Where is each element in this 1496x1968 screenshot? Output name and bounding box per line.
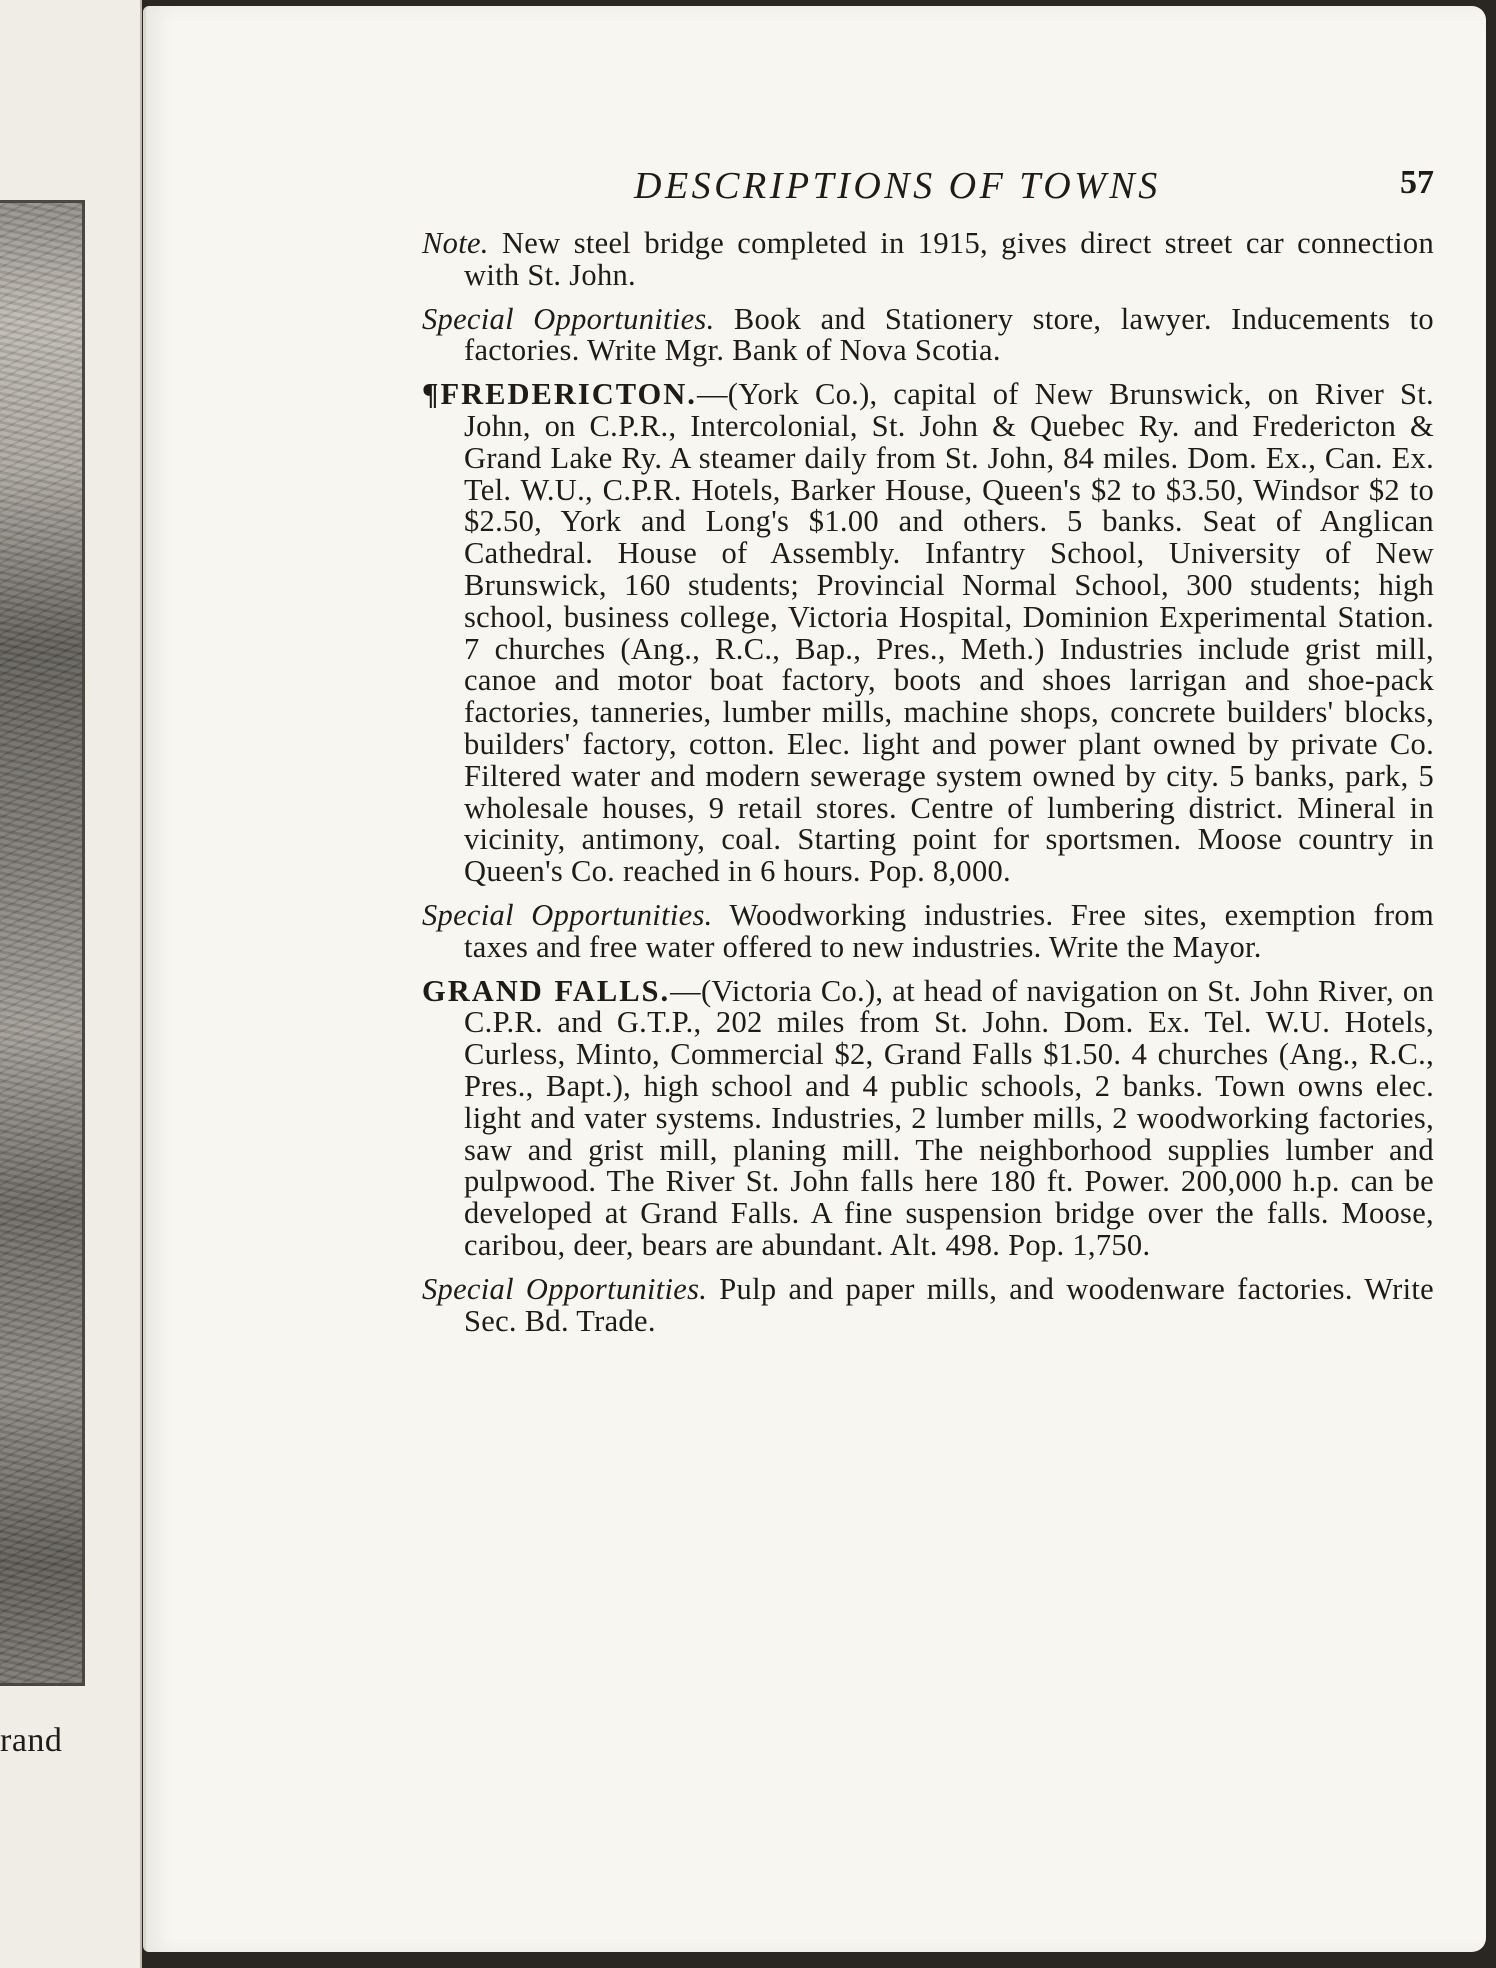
page-text-block	[422, 164, 1434, 1804]
caption-fragment: rand	[0, 1722, 63, 1759]
entry-lead: Special Opportunities.	[422, 1271, 708, 1306]
running-head: DESCRIPTIONS OF TOWNS	[634, 165, 1161, 207]
town-entry-grand-falls	[422, 973, 1435, 1262]
special-opportunities-paragraph	[422, 897, 1434, 964]
photo-fragment	[0, 200, 85, 1686]
entry-lead: Note.	[422, 226, 489, 260]
page-number: 57	[1400, 164, 1434, 201]
entry-text: Woodworking industries. Free sites, exemption from taxes and free water offered to new industries. Write the Mayor.	[464, 897, 1434, 964]
entry-text: Pulp and paper mills, and woodenware factories. Write Sec. Bd. Trade.	[464, 1271, 1434, 1338]
entry-text: —(Victoria Co.), at head of navigation on St. John River, on C.P.R. and G.T.P., 202 miles from St. John. Dom. Ex. Tel. W.U. Hotels, Curless, Minto, Commercial $2, Grand Falls $1.50. 4 churches (Ang., R.C., Pres., Bapt.), high school and 4 public schools, 2 banks. Town owns elec. light and vater systems. Industries, 2 lumber mills, 2 woodworking factories, saw and grist mill, planing mill. The neighborhood supplies lumber and pulpwood. The River St. John falls here 180 ft. Power. 200,000 h.p. can be developed at Grand Falls. A fine suspension bridge over the falls. Moose, caribou, deer, bears are abundant. Alt. 498. Pop. 1,750.	[464, 973, 1435, 1262]
left-page-fragment	[0, 0, 142, 1968]
town-entry-fredericton	[422, 379, 1434, 888]
entry-text: New steel bridge completed in 1915, gives direct street car connection with St. John.	[464, 226, 1434, 292]
entry-text: —(York Co.), capital of New Brunswick, on River St. John, on C.P.R., Intercolonial, St. John & Quebec Ry. and Fredericton & Grand Lake Ry. A steamer daily from St. John, 84 miles. Dom. Ex., Can. Ex. Tel. W.U., C.P.R. Hotels, Barker House, Queen's $2 to $3.50, Windsor $2 to $2.50, York and Long's $1.00 and others. 5 banks. Seat of Anglican Cathedral. House of Assembly. Infantry School, University of New Brunswick, 160 students; Provincial Normal School, 300 students; high school, business college, Victoria Hospital, Dominion Experimental Station. 7 churches (Ang., R.C., Bap., Pres., Meth.) Industries include grist mill, canoe and motor boat factory, boots and shoes larrigan and shoe-pack factories, tanneries, lumber mills, machine shops, concrete builders' blocks, builders' factory, cotton. Elec. light and power plant owned by private Co. Filtered water and modern sewerage system owned by city. 5 banks, park, 5 wholesale houses, 9 retail stores. Centre of lumbering district. Mineral in vicinity, antimony, coal. Starting point for sportsmen. Moose country in Queen's Co. reached in 6 hours. Pop. 8,000.	[464, 377, 1434, 889]
special-opportunities-paragraph	[422, 1271, 1434, 1338]
entry-lead: Special Opportunities.	[422, 301, 715, 336]
book-page	[143, 6, 1486, 1952]
town-name: GRAND FALLS.	[422, 973, 671, 1008]
entry-lead: Special Opportunities.	[422, 897, 713, 932]
page-header	[422, 164, 1434, 228]
entry-text: Book and Stationery store, lawyer. Inducements to factories. Write Mgr. Bank of Nova Scotia.	[464, 301, 1434, 368]
town-name: ¶FREDERICTON.	[422, 377, 697, 412]
special-opportunities-paragraph	[422, 301, 1434, 368]
note-paragraph	[422, 228, 1434, 292]
